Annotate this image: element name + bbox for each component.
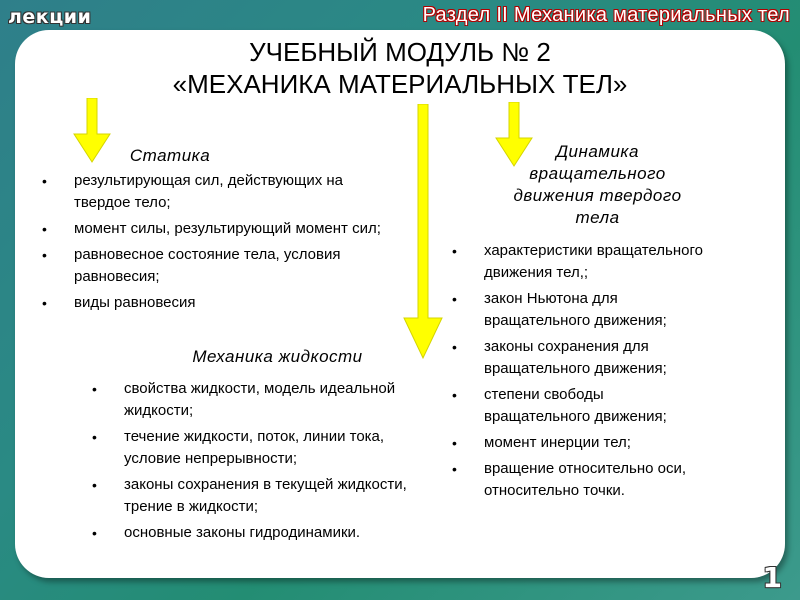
- list-item: • основные законы гидродинамики.: [92, 522, 442, 544]
- list-item: • момент инерции тел;: [452, 432, 712, 454]
- list-item: • характеристики вращательного движения тел,;: [452, 240, 712, 284]
- fluids-heading: Механика жидкости: [192, 347, 363, 366]
- fluids-list: [92, 378, 442, 548]
- list-item: • свойства жидкости, модель идеальной жидкости;: [92, 378, 442, 422]
- statics-list: [42, 170, 397, 318]
- section-tag-lectures: лекции: [8, 6, 92, 28]
- arrow-down-icon-center: [402, 104, 444, 360]
- list-item: • законы сохранения в текущей жидкости, трение в жидкости;: [92, 474, 442, 518]
- list-item: • равновесное состояние тела, условия равновесия;: [42, 244, 397, 288]
- list-item: • вращение относительно оси, относительно точки.: [452, 458, 712, 502]
- list-item: • степени свободы вращательного движения;: [452, 384, 712, 428]
- list-item: • момент силы, результирующий момент сил;: [42, 218, 397, 240]
- module-title: [0, 36, 800, 100]
- list-item: • результирующая сил, действующих на твердое тело;: [42, 170, 397, 214]
- page-number: 1: [762, 561, 782, 594]
- list-item: • течение жидкости, поток, линии тока, условие непрерывности;: [92, 426, 442, 470]
- statics-heading: Статика: [129, 146, 211, 165]
- dynamics-list: [452, 240, 712, 506]
- dynamics-heading: Динамика вращательного движения твердого тела: [513, 142, 682, 227]
- list-item: • законы сохранения для вращательного движения;: [452, 336, 712, 380]
- module-title-line1: УЧЕБНЫЙ МОДУЛЬ № 2: [249, 37, 551, 67]
- section-tag-title: Раздел II Механика материальных тел: [422, 4, 790, 26]
- module-title-line2: «МЕХАНИКА МАТЕРИАЛЬНЫХ ТЕЛ»: [172, 69, 628, 99]
- list-item: • виды равновесия: [42, 292, 397, 314]
- list-item: • закон Ньютона для вращательного движения;: [452, 288, 712, 332]
